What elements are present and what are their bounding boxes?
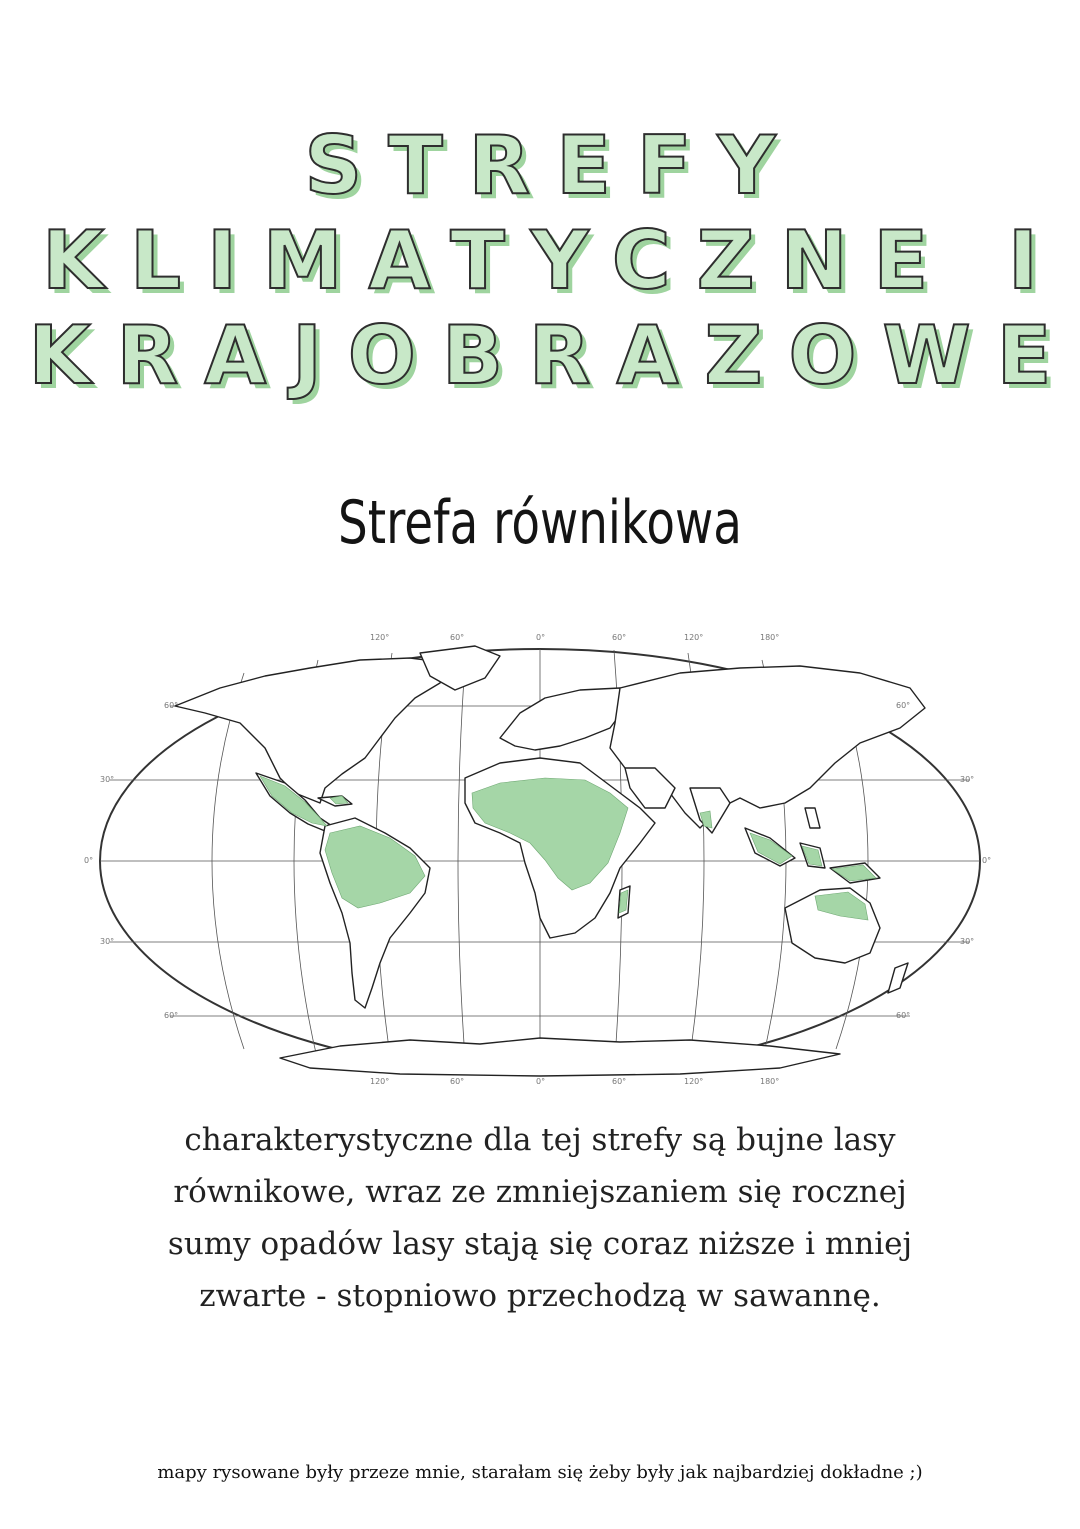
- lat-right-label-4: 60°: [896, 1011, 911, 1020]
- lon-bottom-label-2: 0°: [536, 1077, 546, 1086]
- lon-top-label-4: 120°: [684, 633, 704, 642]
- title-line-2: KLIMATYCZNE I: [42, 214, 1064, 307]
- lat-left-label-2: 0°: [84, 856, 94, 865]
- title-line-1: STREFY: [304, 119, 802, 212]
- lon-bottom-label-1: 60°: [450, 1077, 465, 1086]
- longitude-labels-bottom: [370, 1077, 779, 1086]
- author-footnote: mapy rysowane były przeze mnie, starałam się żeby były jak najbardziej dokładne ;): [157, 1462, 923, 1483]
- lat-left-label-3: 30°: [100, 937, 115, 946]
- lon-bottom-label-3: 60°: [612, 1077, 627, 1086]
- lat-right-label-0: 60°: [896, 701, 911, 710]
- longitude-labels-top: [370, 633, 779, 642]
- page-title: [0, 118, 1080, 403]
- lon-top-label-3: 60°: [612, 633, 627, 642]
- world-map: [80, 628, 1000, 1088]
- lon-top-label-1: 60°: [450, 633, 465, 642]
- lon-bottom-label-4: 120°: [684, 1077, 704, 1086]
- lat-left-label-0: 60°: [164, 701, 179, 710]
- title-line-3: KRAJOBRAZOWE: [28, 309, 1078, 402]
- lat-right-label-3: 30°: [960, 937, 975, 946]
- lon-bottom-label-0: 120°: [370, 1077, 390, 1086]
- lon-top-label-2: 0°: [536, 633, 546, 642]
- lon-bottom-label-5: 180°: [760, 1077, 780, 1086]
- lon-top-label-0: 120°: [370, 633, 390, 642]
- lon-top-label-5: 180°: [760, 633, 780, 642]
- lat-left-label-4: 60°: [164, 1011, 179, 1020]
- lat-right-label-2: 0°: [982, 856, 992, 865]
- lat-right-label-1: 30°: [960, 775, 975, 784]
- lat-left-label-1: 30°: [100, 775, 115, 784]
- zone-description: charakterystyczne dla tej strefy są bujne lasy równikowe, wraz ze zmniejszaniem się rocznej sumy opadów lasy stają się coraz niższe i mniej zwarte - stopniowo przechodzą w sawannę.: [167, 1122, 913, 1314]
- section-subtitle: Strefa równikowa: [338, 488, 742, 558]
